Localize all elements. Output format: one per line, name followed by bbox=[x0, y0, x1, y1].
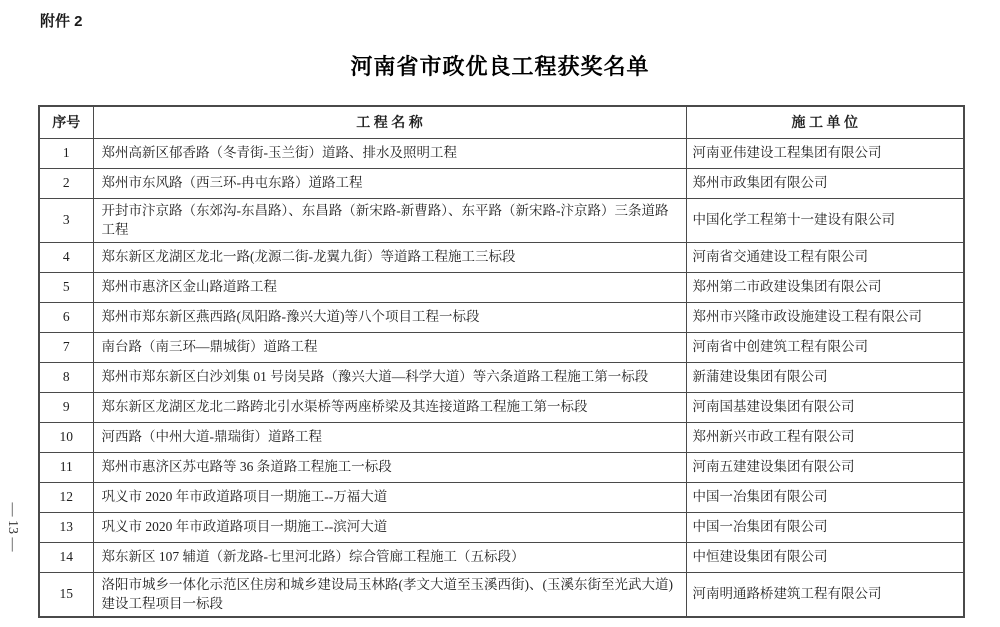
row-project-name: 郑州市惠济区苏屯路等 36 条道路工程施工一标段 bbox=[93, 452, 686, 482]
row-construction-unit: 郑州市政集团有限公司 bbox=[686, 168, 964, 198]
row-serial-number: 3 bbox=[39, 198, 93, 242]
row-serial-number: 4 bbox=[39, 242, 93, 272]
table-row bbox=[39, 302, 964, 332]
row-project-name: 郑州市惠济区金山路道路工程 bbox=[93, 272, 686, 302]
row-construction-unit: 中国一冶集团有限公司 bbox=[686, 512, 964, 542]
row-project-name: 郑东新区龙湖区龙北二路跨北引水渠桥等两座桥梁及其连接道路工程施工第一标段 bbox=[93, 392, 686, 422]
row-construction-unit: 郑州市兴隆市政设施建设工程有限公司 bbox=[686, 302, 964, 332]
row-serial-number: 2 bbox=[39, 168, 93, 198]
table-header-row bbox=[39, 106, 964, 138]
table-row bbox=[39, 572, 964, 617]
table-row bbox=[39, 332, 964, 362]
table-row bbox=[39, 242, 964, 272]
page-number: — 13 — bbox=[5, 502, 20, 552]
row-serial-number: 14 bbox=[39, 542, 93, 572]
row-construction-unit: 中国一冶集团有限公司 bbox=[686, 482, 964, 512]
header-serial-number: 序号 bbox=[39, 106, 93, 138]
table-row bbox=[39, 362, 964, 392]
row-construction-unit: 郑州新兴市政工程有限公司 bbox=[686, 422, 964, 452]
table-row bbox=[39, 392, 964, 422]
row-project-name: 郑州高新区郁香路（冬青街-玉兰街）道路、排水及照明工程 bbox=[93, 138, 686, 168]
row-project-name: 郑东新区龙湖区龙北一路(龙源二街-龙翼九街）等道路工程施工三标段 bbox=[93, 242, 686, 272]
table-row bbox=[39, 138, 964, 168]
row-project-name: 郑东新区 107 辅道（新龙路-七里河北路）综合管廊工程施工（五标段） bbox=[93, 542, 686, 572]
row-project-name: 巩义市 2020 年市政道路项目一期施工--滨河大道 bbox=[93, 512, 686, 542]
attachment-label: 附件 2 bbox=[40, 13, 83, 30]
award-table bbox=[38, 105, 965, 618]
row-serial-number: 13 bbox=[39, 512, 93, 542]
table-row bbox=[39, 482, 964, 512]
row-construction-unit: 中恒建设集团有限公司 bbox=[686, 542, 964, 572]
page-title: 河南省市政优良工程获奖名单 bbox=[350, 54, 650, 79]
row-project-name: 郑州市郑东新区燕西路(凤阳路-豫兴大道)等八个项目工程一标段 bbox=[93, 302, 686, 332]
row-construction-unit: 郑州第二市政建设集团有限公司 bbox=[686, 272, 964, 302]
table-row bbox=[39, 168, 964, 198]
row-construction-unit: 河南国基建设集团有限公司 bbox=[686, 392, 964, 422]
row-construction-unit: 河南五建建设集团有限公司 bbox=[686, 452, 964, 482]
table-row bbox=[39, 198, 964, 242]
row-serial-number: 8 bbox=[39, 362, 93, 392]
row-serial-number: 12 bbox=[39, 482, 93, 512]
row-project-name: 巩义市 2020 年市政道路项目一期施工--万福大道 bbox=[93, 482, 686, 512]
table-row bbox=[39, 422, 964, 452]
header-project-name: 工 程 名 称 bbox=[93, 106, 686, 138]
row-serial-number: 15 bbox=[39, 572, 93, 617]
table-row bbox=[39, 452, 964, 482]
row-construction-unit: 中国化学工程第十一建设有限公司 bbox=[686, 198, 964, 242]
row-serial-number: 7 bbox=[39, 332, 93, 362]
row-serial-number: 5 bbox=[39, 272, 93, 302]
row-project-name: 洛阳市城乡一体化示范区住房和城乡建设局玉林路(孝文大道至玉溪西街)、(玉溪东街至光武大道)建设工程项目一标段 bbox=[93, 572, 686, 617]
row-serial-number: 6 bbox=[39, 302, 93, 332]
row-construction-unit: 河南亚伟建设工程集团有限公司 bbox=[686, 138, 964, 168]
row-serial-number: 11 bbox=[39, 452, 93, 482]
table-row bbox=[39, 272, 964, 302]
row-serial-number: 9 bbox=[39, 392, 93, 422]
row-serial-number: 10 bbox=[39, 422, 93, 452]
table-row bbox=[39, 512, 964, 542]
row-project-name: 郑州市东风路（西三环-冉屯东路）道路工程 bbox=[93, 168, 686, 198]
row-project-name: 河西路（中州大道-鼎瑞街）道路工程 bbox=[93, 422, 686, 452]
row-construction-unit: 河南省交通建设工程有限公司 bbox=[686, 242, 964, 272]
row-project-name: 开封市汴京路（东郊沟-东昌路）、东昌路（新宋路-新曹路）、东平路（新宋路-汴京路）三条道路工程 bbox=[93, 198, 686, 242]
row-construction-unit: 新蒲建设集团有限公司 bbox=[686, 362, 964, 392]
header-construction-unit: 施 工 单 位 bbox=[686, 106, 964, 138]
row-construction-unit: 河南明通路桥建筑工程有限公司 bbox=[686, 572, 964, 617]
table-row bbox=[39, 542, 964, 572]
row-project-name: 南台路（南三环—鼎城街）道路工程 bbox=[93, 332, 686, 362]
row-construction-unit: 河南省中创建筑工程有限公司 bbox=[686, 332, 964, 362]
row-serial-number: 1 bbox=[39, 138, 93, 168]
row-project-name: 郑州市郑东新区白沙刘集 01 号岗吴路（豫兴大道—科学大道）等六条道路工程施工第一标段 bbox=[93, 362, 686, 392]
